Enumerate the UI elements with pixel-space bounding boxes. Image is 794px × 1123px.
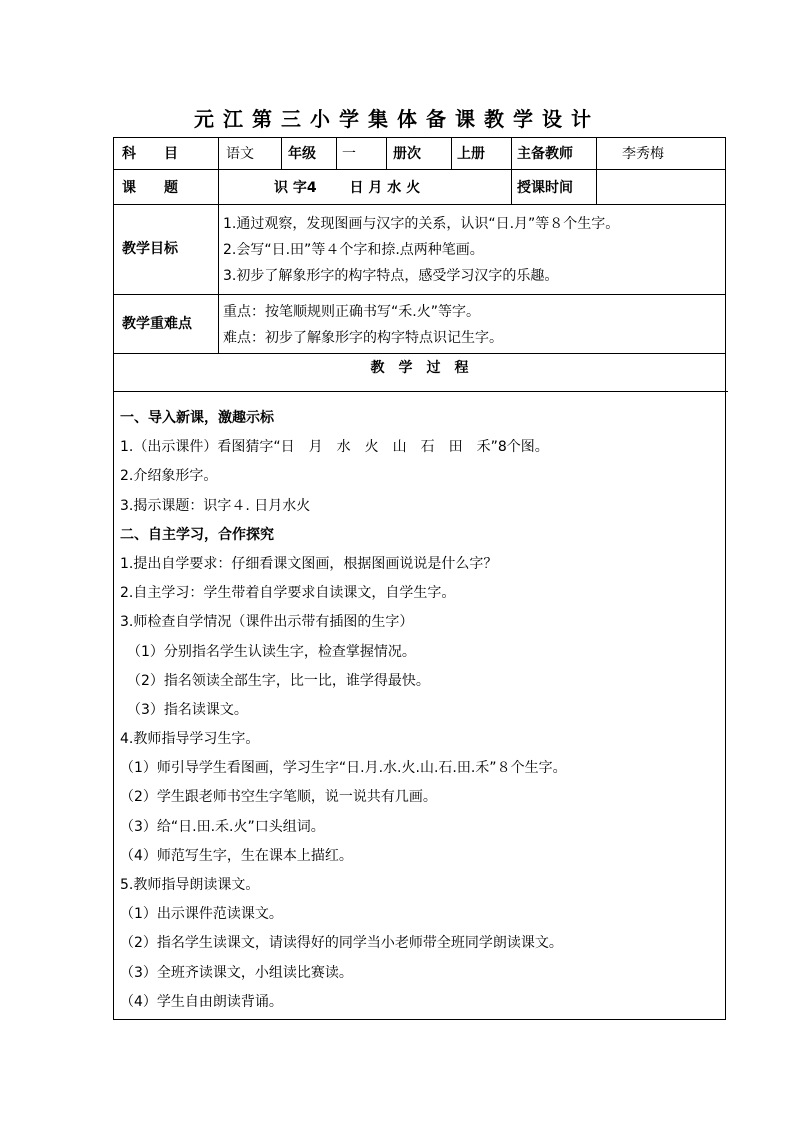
process-line: （3）指名读课文。 — [120, 701, 248, 718]
process-line: 4.教师指导学习生字。 — [120, 731, 260, 748]
col-divider — [336, 138, 337, 169]
col-divider — [218, 138, 219, 353]
col-divider — [451, 138, 452, 169]
teacher-label: 主备教师 — [517, 146, 573, 162]
topic-label: 课 题 — [122, 180, 178, 196]
difficulty-label: 教学重难点 — [122, 316, 192, 332]
process-line: 3.师检查自学情况（课件出示带有插图的生字） — [120, 614, 414, 631]
process-line: （3）全班齐读课文，小组读比赛读。 — [120, 964, 353, 981]
process-line: （1）师引导学生看图画，学习生字“日.月.水.火.山.石.田.禾”８个生字。 — [120, 760, 567, 777]
goal-item: 3.初步了解象形字的构字特点，感受学习汉字的乐趣。 — [223, 268, 559, 284]
process-line: （4）师范写生字，生在课本上描红。 — [120, 847, 353, 864]
goals-list — [223, 211, 619, 289]
process-line: （2）学生跟老师书空生字笔顺，说一说共有几画。 — [120, 789, 437, 806]
goal-item: 2.会写“日.田”等４个字和捺.点两种笔画。 — [223, 242, 484, 258]
volume-label: 册次 — [393, 146, 421, 162]
process-line: 2.介绍象形字。 — [120, 468, 218, 485]
row-divider — [114, 391, 728, 392]
subject-value: 语文 — [226, 146, 254, 162]
process-line: （1）出示课件范读课文。 — [120, 906, 283, 923]
process-line: 3.揭示课题：识字４. 日月水火 — [120, 497, 311, 514]
difficulty-item: 重点：按笔顺规则正确书写“禾.火”等字。 — [223, 304, 480, 320]
volume-value: 上册 — [457, 146, 485, 162]
grade-label: 年级 — [288, 146, 316, 162]
teacher-value: 李秀梅 — [622, 146, 664, 162]
process-line: （1）分别指名学生认读生字，检查掌握情况。 — [120, 643, 416, 660]
section-heading: 一、导入新课，激趣示标 — [120, 410, 274, 426]
process-body — [120, 404, 567, 1017]
process-line: 5.教师指导朗读课文。 — [120, 877, 260, 893]
grade-value: 一 — [342, 146, 356, 162]
process-line: （4）学生自由朗读背诵。 — [120, 993, 283, 1010]
row-divider — [114, 204, 725, 205]
process-line: （2）指名学生读课文，请读得好的同学当小老师带全班同学朗读课文。 — [120, 935, 563, 952]
difficulty-item: 难点：初步了解象形字的构字特点识记生字。 — [223, 330, 503, 346]
process-line: 2.自主学习：学生带着自学要求自读课文，自学生字。 — [120, 585, 456, 602]
row-divider — [114, 169, 725, 170]
process-line: （3）给“日.田.禾.火”口头组词。 — [120, 818, 325, 835]
time-label: 授课时间 — [517, 180, 573, 196]
subject-label: 科 目 — [122, 146, 178, 162]
page-title: 元江第三小学集体备课教学设计 — [194, 107, 600, 131]
col-divider — [596, 138, 597, 204]
col-divider — [511, 138, 512, 204]
goals-label: 教学目标 — [122, 241, 178, 257]
col-divider — [386, 138, 387, 169]
difficulty-list — [223, 299, 503, 351]
process-line: （2）指名领读全部生字，比一比，谁学得最快。 — [120, 672, 430, 689]
goal-item: 1.通过观察，发现图画与汉字的关系，认识“日.月”等８个生字。 — [223, 216, 620, 232]
row-divider — [114, 294, 725, 295]
col-divider — [281, 138, 282, 169]
section-heading: 二、自主学习，合作探究 — [120, 526, 274, 543]
process-line: 1.（出示课件）看图猜字“日 月 水 火 山 石 田 禾”8个图。 — [120, 439, 549, 456]
process-heading: 教 学 过 程 — [370, 360, 469, 376]
lesson-plan-table — [113, 137, 726, 1020]
topic-value: 识 字4 日 月 水 火 — [274, 180, 421, 196]
row-divider — [114, 353, 725, 354]
process-line: 1.提出自学要求：仔细看课文图画，根据图画说说是什么字？ — [120, 555, 498, 572]
